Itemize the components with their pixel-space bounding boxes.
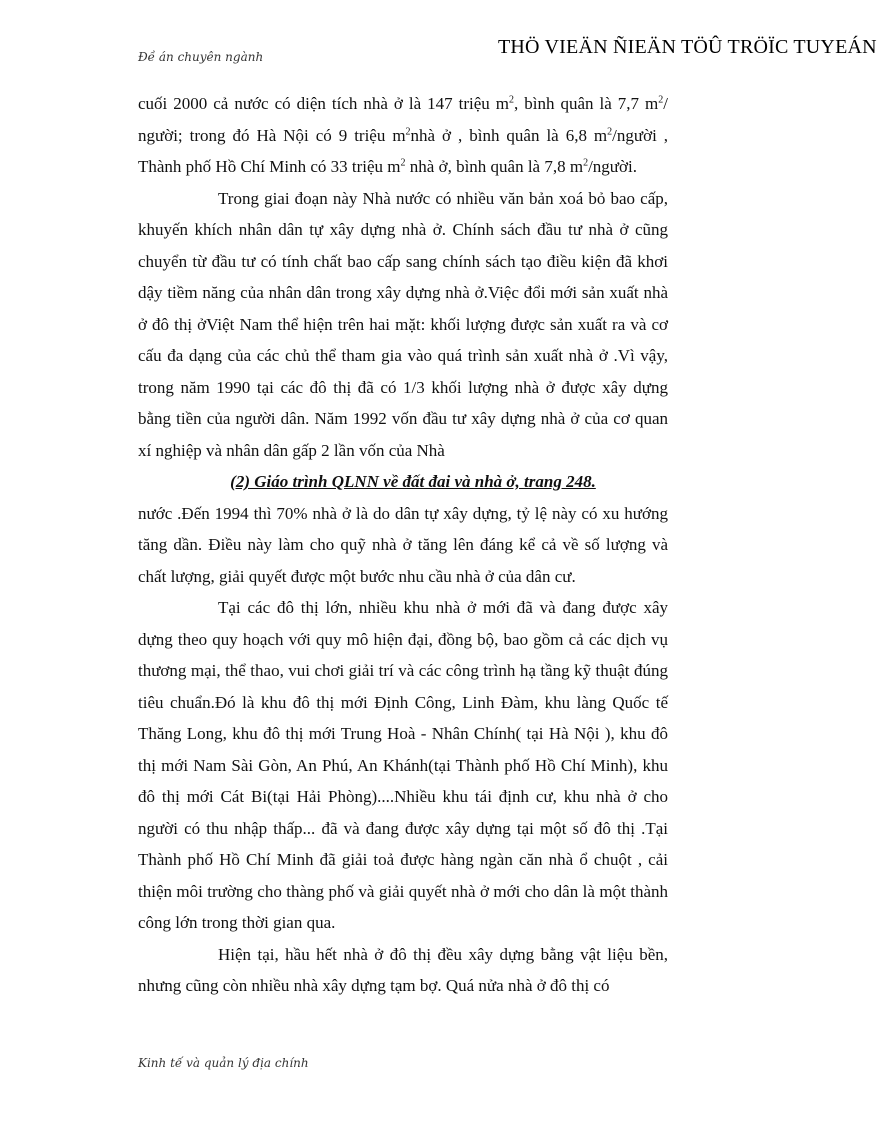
paragraph-4: Tại các đô thị lớn, nhiều khu nhà ở mới đã và đang được xây dựng theo quy hoạch với quy mô hiện đại, đồng bộ, bao gồm cả các dịch vụ thương mại, thể thao, vui chơi giải trí và các công trình hạ tầng kỹ thuật đúng tiêu chuẩn.Đó là khu đô thị mới Định Công, Linh Đàm, khu làng Quốc tế Thăng Long, khu đô thị mới Trung Hoà - Nhân Chính( tại Hà Nội ), khu đô thị mới Nam Sài Gòn, An Phú, An Khánh(tại Thành phố Hồ Chí Minh), khu đô thị mới Cát Bi(tại Hải Phòng)....Nhiều khu tái định cư, khu nhà ở cho người có thu nhập thấp... đã và đang được xây dựng tại một số đô thị .Tại Thành phố Hồ Chí Minh đã giải toả được hàng ngàn căn nhà ổ chuột , cải thiện môi trường cho thàng phố và giải quyết nhà ở mới cho dân là một thành công lớn trong thời gian qua. — [138, 598, 668, 932]
footer-subject: Kinh tế và quản lý địa chính — [138, 1056, 309, 1070]
paragraph-5: Hiện tại, hầu hết nhà ở đô thị đều xây dựng bằng vật liệu bền, nhưng cũng còn nhiều nhà xây dựng tạm bợ. Quá nửa nhà ở đô thị có — [138, 944, 668, 995]
header-library-title: THÖ VIEÄN ÑIEÄN TÖÛ TRÖÏC TUYEÁN — [498, 36, 877, 58]
paragraph-2: Trong giai đoạn này Nhà nước có nhiều văn bản xoá bỏ bao cấp, khuyến khích nhân dân tự xây dựng nhà ở. Chính sách đầu tư nhà ở cũng chuyển từ đầu tư có tính chất bao cấp sang chính sách tạo điều kiện đã khơi dậy tiềm năng của nhân dân trong xây dựng nhà ở.Việc đổi mới sản xuất nhà ở đô thị ởViệt Nam thể hiện trên hai mặt: khối lượng được sản xuất ra và cơ cấu đa dạng của các chủ thể tham gia vào quá trình sản xuất nhà ở .Vì vậy, trong năm 1990 tại các đô thị đã có 1/3 khối lượng nhà ở được xây dựng bằng tiền của người dân. Năm 1992 vốn đầu tư xây dựng nhà ở của cơ quan xí nghiệp và nhân dân gấp 2 lần vốn của Nhà — [138, 188, 668, 460]
header-course-title: Đề án chuyên ngành — [138, 50, 264, 64]
page-body — [138, 88, 668, 1002]
paragraph-3: nước .Đến 1994 thì 70% nhà ở là do dân tự xây dựng, tỷ lệ này có xu hướng tăng dần. Điều này làm cho quỹ nhà ở tăng lên đáng kể cả về số lượng và chất lượng, giải quyết được một bước nhu cầu nhà ở của dân cư. — [138, 503, 668, 586]
footnote-reference: (2) Giáo trình QLNN về đất đai và nhà ở, trang 248. — [230, 472, 596, 491]
paragraph-1: cuối 2000 cả nước có diện tích nhà ở là 147 triệu $m^2$, bình quân là 7,7 $m^2/$ người; trong đó Hà Nội có 9 triệu $m^2nhà$ ở , bình quân là 6,8 $m^2$/người , Thành phố Hồ Chí Minh có 33 triệu $m^2$ nhà ở, bình quân là 7,8 $m^2$/người. — [138, 94, 669, 176]
